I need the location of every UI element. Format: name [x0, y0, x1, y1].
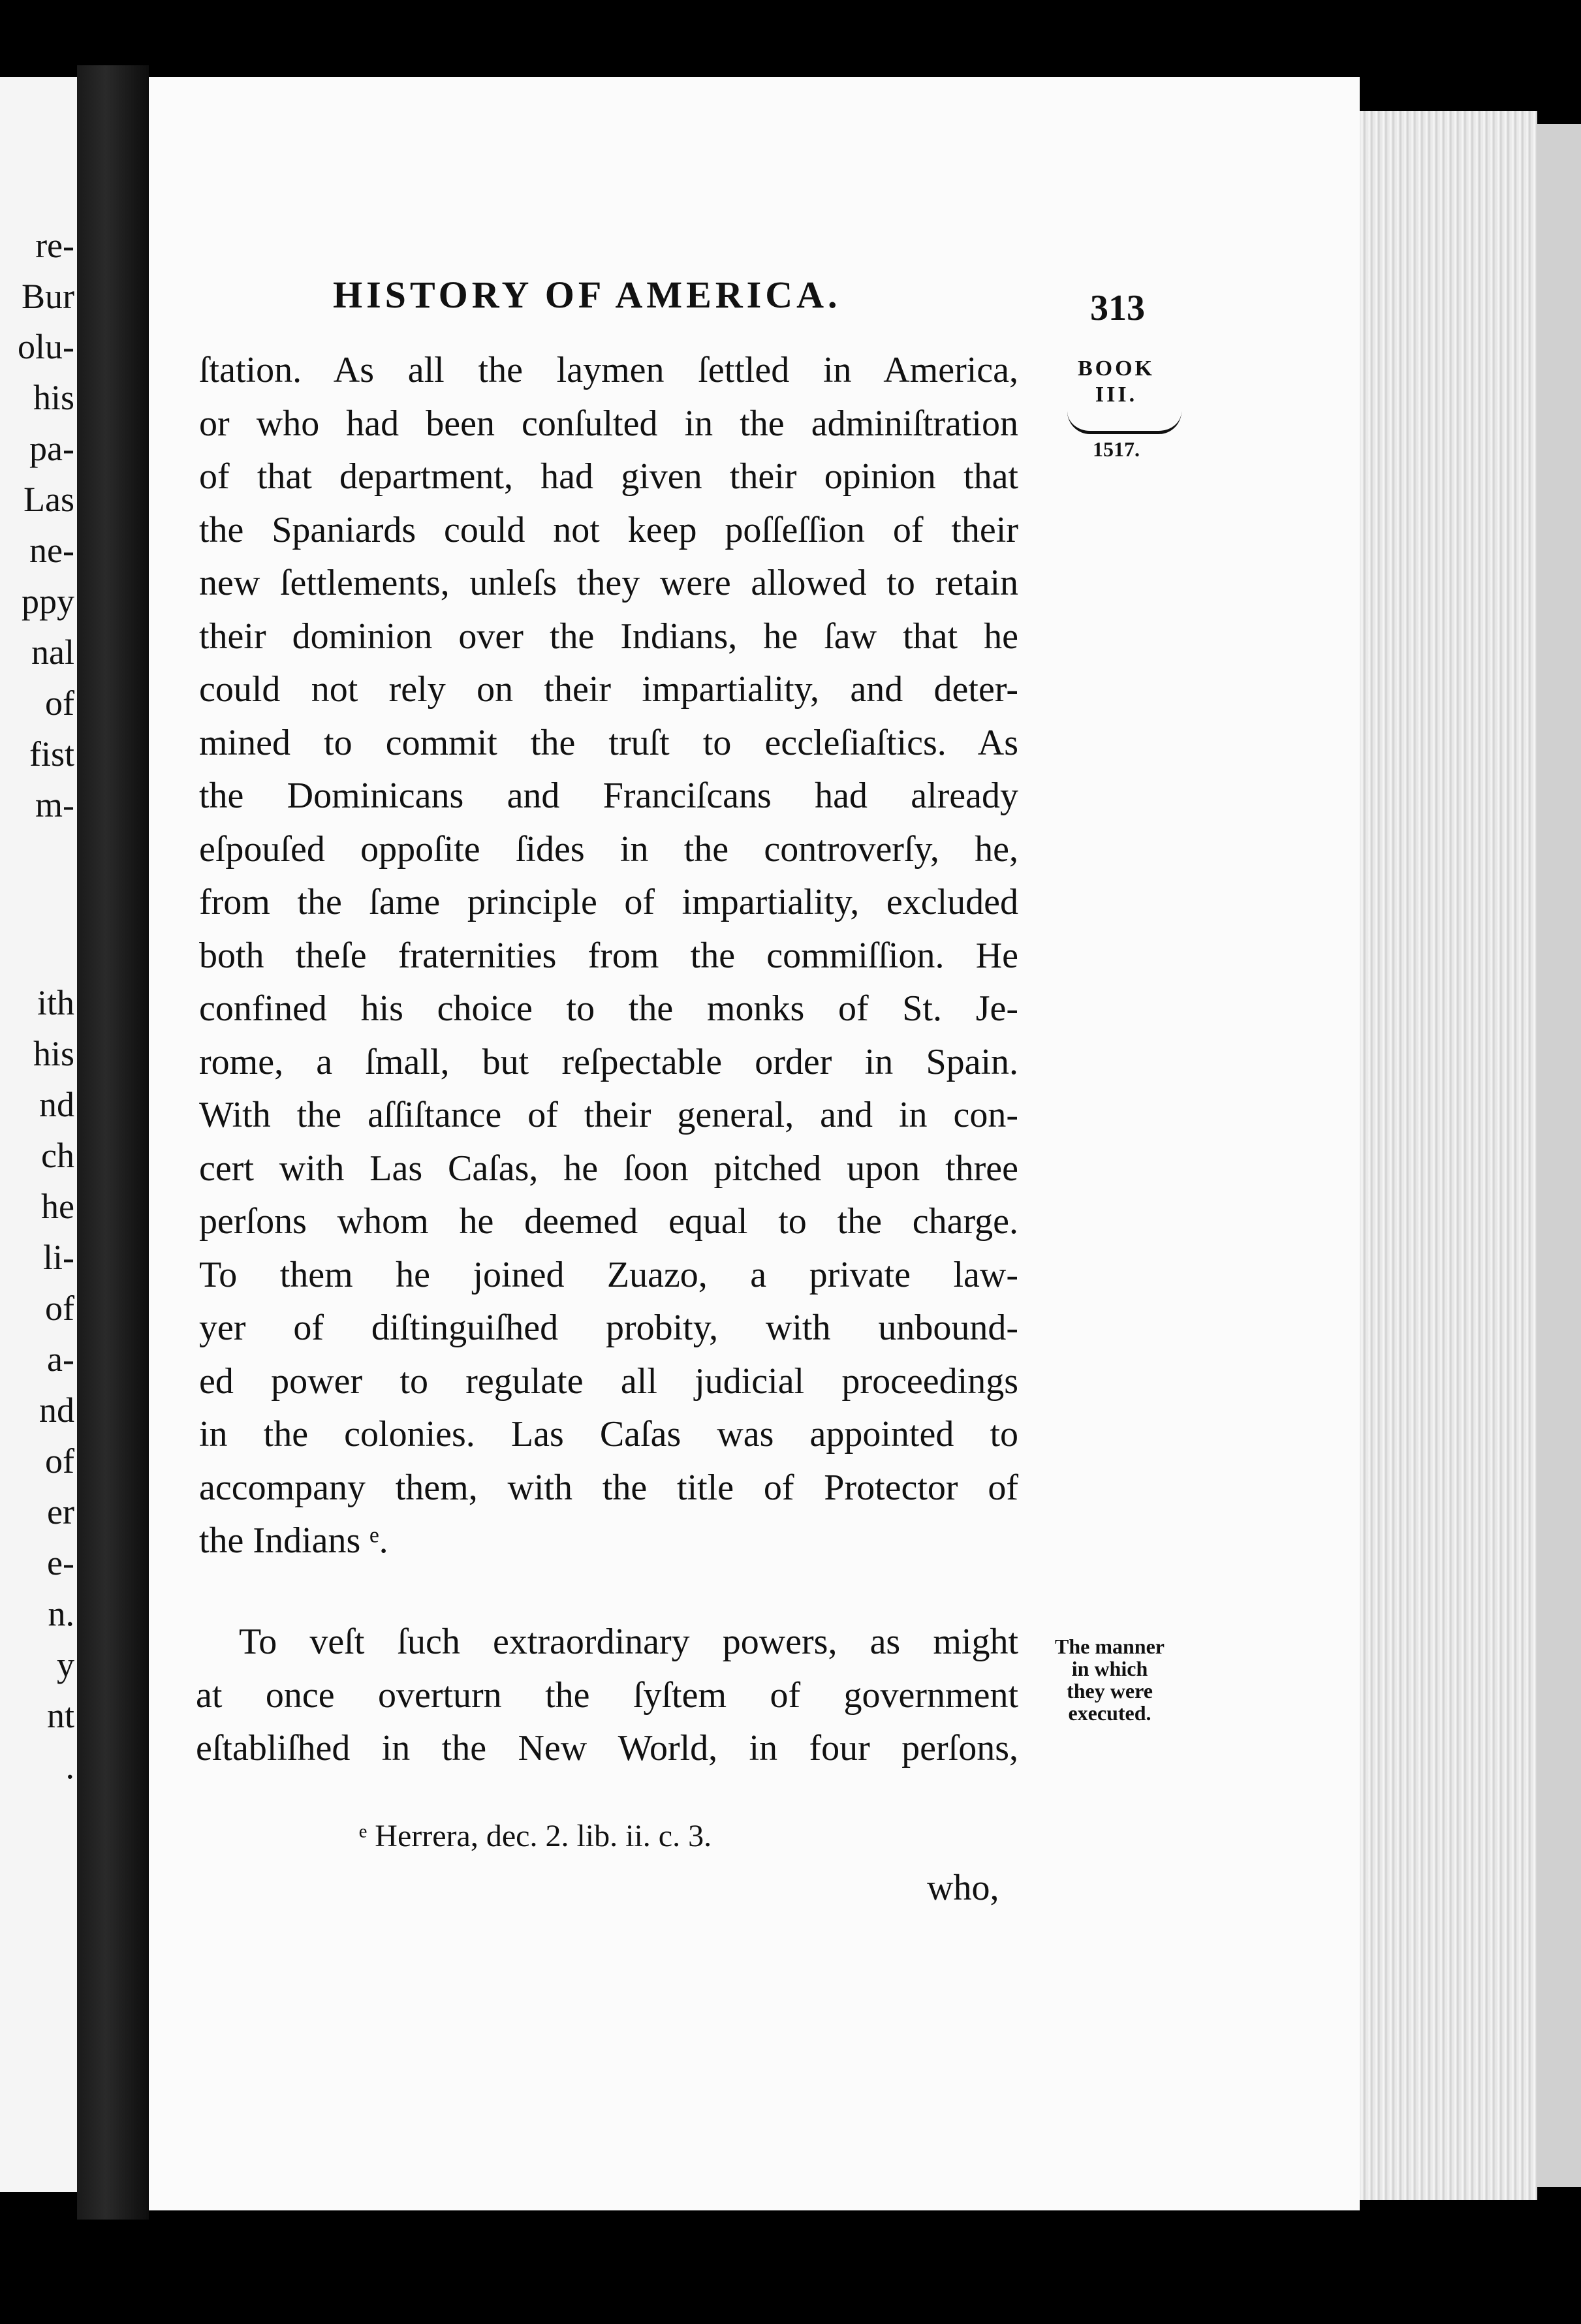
- facing-page-text: li-: [43, 1238, 74, 1277]
- catchword: who,: [927, 1868, 999, 1908]
- side-note-line: they were: [1067, 1679, 1153, 1703]
- facing-page-text: a-: [47, 1340, 74, 1379]
- text-line: To them he joined Zuazo, a private law-: [199, 1254, 1018, 1295]
- facing-page-text: ne-: [29, 531, 74, 570]
- facing-page-text: nd: [39, 1390, 74, 1430]
- text-line: yer of diſtinguiſhed probity, with unbound-: [199, 1308, 1018, 1348]
- text-line: their dominion over the Indians, he ſaw that he: [199, 616, 1018, 657]
- facing-page-text: re-: [35, 226, 74, 265]
- text-line: To veſt ſuch extraordinary powers, as might: [239, 1622, 1018, 1662]
- text-line: ed power to regulate all judicial proceedings: [199, 1360, 1018, 1402]
- text-line: the Indians ᵉ.: [199, 1520, 388, 1561]
- facing-page-text: n.: [48, 1594, 74, 1633]
- text-line: the Dominicans and Franciſcans had already: [199, 776, 1018, 816]
- facing-page-text: y: [57, 1645, 74, 1684]
- book-number: III.: [1095, 383, 1138, 407]
- text-line: rome, a ſmall, but reſpectable order in Spain.: [199, 1041, 1018, 1082]
- text-line: mined to commit the truſt to eccleſiaſtics. As: [199, 722, 1018, 763]
- facing-page-text: his: [33, 1034, 74, 1073]
- text-line: from the ſame principle of impartiality, excluded: [199, 882, 1018, 922]
- book-word: BOOK: [1077, 356, 1155, 381]
- facing-page-text: of: [45, 1441, 74, 1481]
- margin-book-label: [1051, 356, 1182, 408]
- facing-page-text: pa-: [29, 429, 74, 468]
- text-line: eſpouſed oppoſite ſides in the controverſy, he,: [199, 828, 1018, 870]
- facing-page-text: olu-: [18, 327, 74, 366]
- paragraph-2: [196, 1616, 1018, 1776]
- facing-page-text: .: [65, 1747, 74, 1786]
- facing-page-text: nal: [31, 633, 74, 672]
- facing-page-fragment: [0, 77, 77, 2192]
- facing-page-text: of: [45, 1289, 74, 1328]
- text-line: ſtation. As all the laymen ſettled in America,: [199, 350, 1018, 390]
- facing-page-text: Las: [23, 480, 74, 519]
- text-line: accompany them, with the title of Protector of: [199, 1467, 1018, 1508]
- facing-page-text: er: [47, 1492, 74, 1531]
- text-line: cert with Las Caſas, he ſoon pitched upon three: [199, 1148, 1018, 1189]
- margin-brace: [1067, 411, 1182, 434]
- text-line: perſons whom he deemed equal to the charge.: [199, 1201, 1018, 1242]
- text-line: at once overturn the ſyſtem of government: [196, 1674, 1018, 1716]
- facing-page-text: e-: [47, 1543, 74, 1582]
- text-line: confined his choice to the monks of St. Je-: [199, 988, 1018, 1029]
- text-line: new ſettlements, unleſs they were allowed to retain: [199, 563, 1018, 603]
- page-edges-outer: [1537, 124, 1581, 2187]
- side-note-line: in which: [1071, 1657, 1148, 1680]
- facing-page-text: ith: [37, 983, 74, 1022]
- facing-page-text: nt: [46, 1696, 74, 1735]
- facing-page-text: ppy: [22, 582, 74, 621]
- text-line: eſtabliſhed in the New World, in four perſons,: [196, 1728, 1018, 1768]
- book-gutter: [77, 65, 149, 2220]
- facing-page-text: ch: [41, 1136, 74, 1175]
- side-note-line: executed.: [1068, 1701, 1151, 1725]
- text-line: the Spaniards could not keep poſſeſſion of their: [199, 509, 1018, 550]
- facing-page-text: his: [33, 378, 74, 417]
- page-number: 313: [1090, 288, 1145, 328]
- facing-page-text: he: [41, 1187, 74, 1226]
- text-line: With the aſſiſtance of their general, and in con-: [199, 1095, 1018, 1135]
- margin-year: 1517.: [1093, 437, 1140, 461]
- running-title: HISTORY OF AMERICA.: [333, 274, 841, 316]
- text-line: or who had been conſulted in the adminiſtration: [199, 403, 1018, 444]
- margin-side-note: [1022, 1635, 1198, 1724]
- side-note-line: The manner: [1055, 1635, 1165, 1658]
- facing-page-text: nd: [39, 1085, 74, 1124]
- facing-page-text: Bur: [22, 277, 74, 316]
- facing-page-text: of: [45, 683, 74, 723]
- text-line: of that department, had given their opinion that: [199, 456, 1018, 497]
- text-line: in the colonies. Las Caſas was appointed to: [199, 1414, 1018, 1454]
- text-line: could not rely on their impartiality, and deter-: [199, 669, 1018, 710]
- facing-page-text: m-: [35, 785, 74, 824]
- footnote: ᵉ Herrera, dec. 2. lib. ii. c. 3.: [359, 1819, 712, 1853]
- paragraph-1: [199, 344, 1018, 1568]
- page-edges: [1360, 111, 1537, 2200]
- facing-page-text: fist: [29, 734, 74, 774]
- text-line: both theſe fraternities from the commiſſion. He: [199, 935, 1018, 976]
